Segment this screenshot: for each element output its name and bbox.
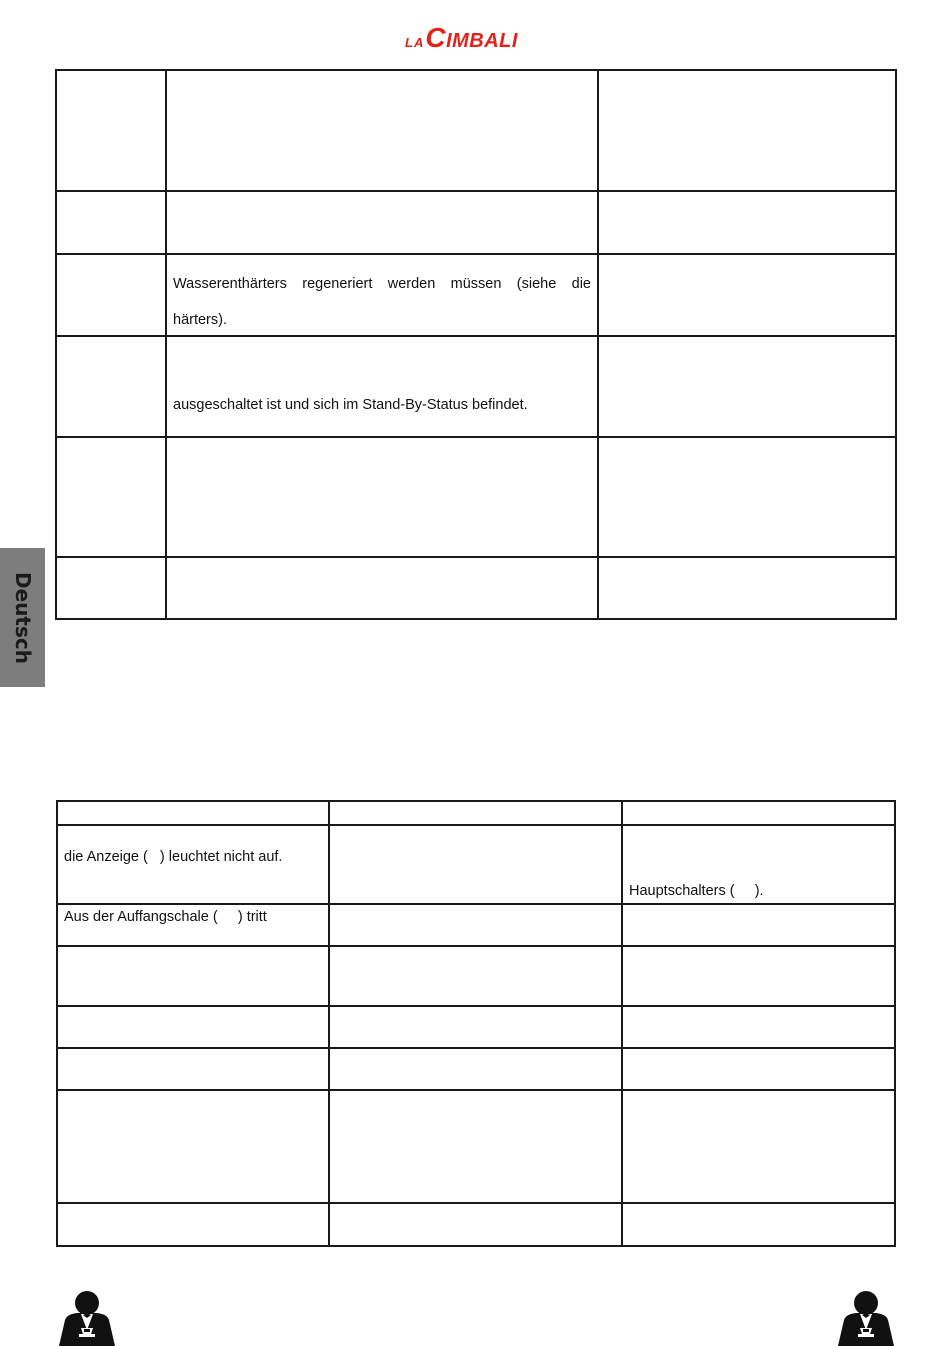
brand-logo-name: CIMBALI bbox=[425, 22, 518, 53]
table-cell bbox=[329, 1203, 622, 1246]
table-header-cell bbox=[57, 801, 329, 825]
language-tab bbox=[0, 548, 45, 687]
table-cell bbox=[57, 1048, 329, 1090]
table-row bbox=[57, 1048, 895, 1090]
table-row bbox=[56, 70, 896, 191]
regeneration-text-line1: Wasserenthärters regeneriert werden müssen (siehe die bbox=[173, 276, 591, 292]
table-cell bbox=[329, 825, 622, 904]
table-header-cell bbox=[622, 801, 895, 825]
table-cell bbox=[166, 254, 598, 336]
language-tab-label: Deutsch bbox=[10, 571, 35, 664]
table-row bbox=[56, 336, 896, 437]
table-cell bbox=[622, 1048, 895, 1090]
waiter-icon bbox=[836, 1290, 896, 1346]
table-cell bbox=[57, 1006, 329, 1048]
table-header-cell bbox=[329, 801, 622, 825]
table-cell bbox=[166, 557, 598, 619]
table-cell bbox=[622, 1090, 895, 1203]
table-cell bbox=[598, 336, 896, 437]
brand-logo-prefix: LA bbox=[405, 35, 425, 50]
table-row bbox=[57, 904, 895, 946]
table-cell bbox=[166, 70, 598, 191]
table-cell bbox=[329, 946, 622, 1006]
table-cell bbox=[57, 1090, 329, 1203]
table-row bbox=[57, 1203, 895, 1246]
troubleshooting-table bbox=[56, 800, 896, 1247]
table-cell bbox=[622, 946, 895, 1006]
table-cell bbox=[598, 254, 896, 336]
standby-text: ausgeschaltet ist und sich im Stand-By-Status befindet. bbox=[173, 397, 528, 413]
regeneration-text-line2: härters). bbox=[173, 312, 227, 328]
table-cell bbox=[56, 336, 166, 437]
table-cell bbox=[622, 904, 895, 946]
table-cell bbox=[598, 557, 896, 619]
table-cell bbox=[329, 1048, 622, 1090]
table-cell bbox=[166, 437, 598, 557]
table-cell bbox=[598, 437, 896, 557]
waiter-icon bbox=[57, 1290, 117, 1346]
table-cell bbox=[329, 904, 622, 946]
table-row bbox=[56, 557, 896, 619]
table-header-row bbox=[57, 801, 895, 825]
table-cell bbox=[329, 1006, 622, 1048]
table-cell bbox=[57, 1203, 329, 1246]
table-cell bbox=[622, 825, 895, 904]
table-cell bbox=[56, 557, 166, 619]
brand-logo bbox=[405, 22, 545, 52]
table-row bbox=[57, 946, 895, 1006]
table-cell bbox=[56, 191, 166, 254]
table-cell bbox=[56, 70, 166, 191]
table-row bbox=[56, 191, 896, 254]
table-cell bbox=[166, 191, 598, 254]
table-cell bbox=[598, 70, 896, 191]
table-cell bbox=[57, 825, 329, 904]
table-cell bbox=[598, 191, 896, 254]
table-row bbox=[57, 1090, 895, 1203]
table-row bbox=[56, 254, 896, 336]
main-switch-text: Hauptschalters ( ). bbox=[629, 883, 764, 899]
table-cell bbox=[56, 437, 166, 557]
table-cell bbox=[622, 1006, 895, 1048]
drip-tray-text: Aus der Auffangschale ( ) tritt bbox=[64, 909, 267, 925]
table-cell bbox=[329, 1090, 622, 1203]
table-row bbox=[56, 437, 896, 557]
table-row bbox=[57, 1006, 895, 1048]
display-not-lit-text: die Anzeige ( ) leuchtet nicht auf. bbox=[64, 849, 283, 865]
table-cell bbox=[57, 904, 329, 946]
table-cell bbox=[57, 946, 329, 1006]
table-row bbox=[57, 825, 895, 904]
table-cell bbox=[166, 336, 598, 437]
table-cell bbox=[56, 254, 166, 336]
table-cell bbox=[622, 1203, 895, 1246]
info-table bbox=[55, 69, 897, 620]
